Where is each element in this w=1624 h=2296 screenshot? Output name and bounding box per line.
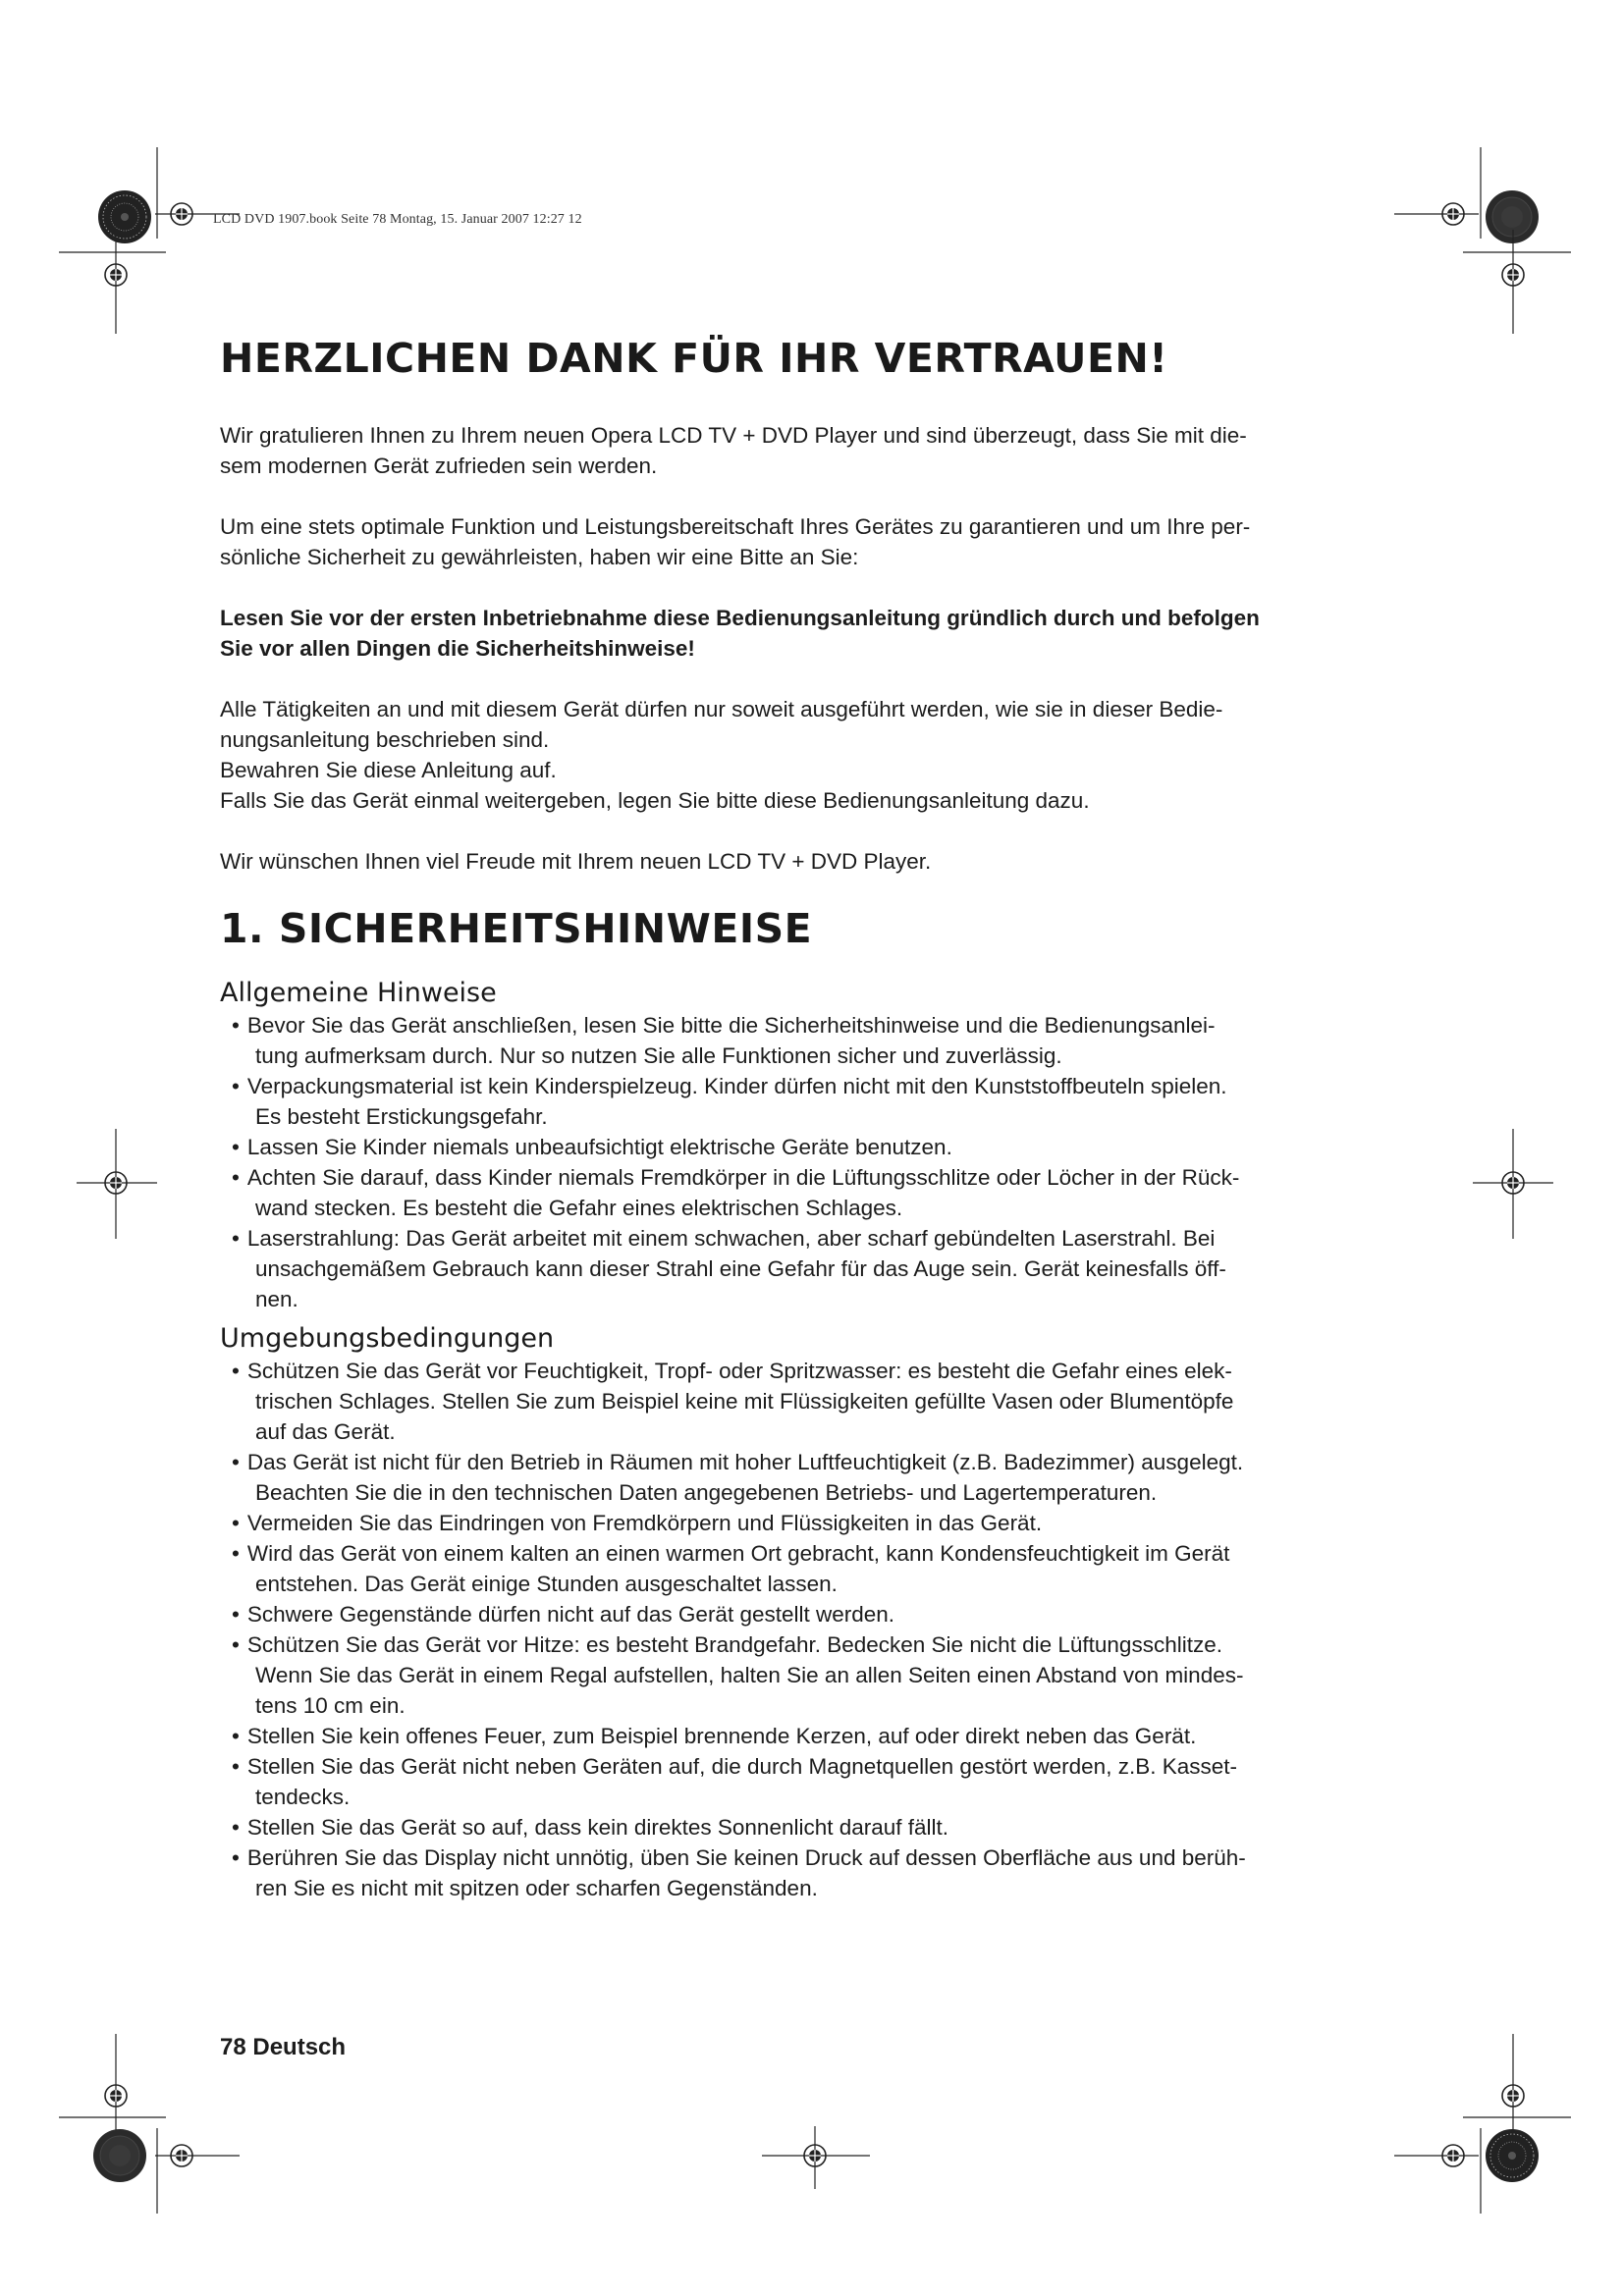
registration-mark-left-lower xyxy=(59,2034,166,2140)
registration-mark-top-right xyxy=(1394,147,1481,239)
list-item: • Vermeiden Sie das Eindringen von Fremdkörpern und Flüssigkeiten in das Gerät. xyxy=(220,1508,1359,1538)
subsection-heading-general: Allgemeine Hinweise xyxy=(220,978,497,1008)
text-line: sönliche Sicherheit zu gewährleisten, haben wir eine Bitte an Sie: xyxy=(220,545,859,569)
text-line: Lesen Sie vor der ersten Inbetriebnahme diese Bedienungsanleitung gründlich durch und befolgen xyxy=(220,606,1260,630)
environment-notes-list xyxy=(220,1356,1359,1903)
text-line: Um eine stets optimale Funktion und Leistungsbereitschaft Ihres Gerätes zu garantieren und um Ihre per- xyxy=(220,514,1251,539)
list-item: • Bevor Sie das Gerät anschließen, lesen Sie bitte die Sicherheitshinweise und die Bedienungsanlei- tung aufmerksam durch. Nur so nutzen Sie alle Funktionen sicher und zuverlässig. xyxy=(220,1010,1359,1071)
starburst-mark-bottom-right xyxy=(1486,2129,1539,2182)
page-content xyxy=(220,334,1359,1903)
list-item: • Berühren Sie das Display nicht unnötig, üben Sie keinen Druck auf dessen Oberfläche aus und berüh- ren Sie es nicht mit spitzen oder scharfen Gegenständen. xyxy=(220,1842,1359,1903)
intro-paragraph-2 xyxy=(220,511,1359,572)
intro-paragraph-bold xyxy=(220,603,1359,664)
general-notes-list xyxy=(220,1010,1359,1314)
list-item: • Lassen Sie Kinder niemals unbeaufsichtigt elektrische Geräte benutzen. xyxy=(220,1132,1359,1162)
text-line: sem modernen Gerät zufrieden sein werden. xyxy=(220,454,658,478)
text-line: Alle Tätigkeiten an und mit diesem Gerät dürfen nur soweit ausgeführt werden, wie sie in dieser Bedie- xyxy=(220,697,1223,721)
text-line: Wir gratulieren Ihnen zu Ihrem neuen Opera LCD TV + DVD Player und sind überzeugt, dass Sie mit die- xyxy=(220,423,1247,448)
registration-mark-right-lower xyxy=(1463,2034,1571,2140)
page-title: HERZLICHEN DANK FÜR IHR VERTRAUEN! xyxy=(220,335,1168,382)
registration-mark-bottom-right xyxy=(1394,2128,1481,2214)
registration-mark-left-middle xyxy=(77,1129,157,1239)
print-slug: LCD DVD 1907.book Seite 78 Montag, 15. Januar 2007 12:27 12 xyxy=(213,212,582,227)
list-item: • Das Gerät ist nicht für den Betrieb in Räumen mit hoher Luftfeuchtigkeit (z.B. Badezimmer) ausgelegt. Beachten Sie die in den technischen Daten angegebenen Betriebs- und Lagertemperaturen. xyxy=(220,1447,1359,1508)
registration-mark-bottom-left xyxy=(155,2128,240,2214)
list-item: • Schützen Sie das Gerät vor Feuchtigkeit, Tropf- oder Spritzwasser: es besteht die Gefahr eines elek- trischen Schlages. Stellen Sie zum Beispiel keine mit Flüssigkeiten gefüllte Vasen oder Blumentöpfe auf das Gerät. xyxy=(220,1356,1359,1447)
registration-mark-bottom-center xyxy=(762,2126,870,2189)
list-item: • Stellen Sie kein offenes Feuer, zum Beispiel brennende Kerzen, auf oder direkt neben das Gerät. xyxy=(220,1721,1359,1751)
registration-mark-left-upper xyxy=(59,230,166,334)
registration-mark-right-upper xyxy=(1463,230,1571,334)
registration-mark-right-middle xyxy=(1473,1129,1553,1239)
list-item: • Schwere Gegenstände dürfen nicht auf das Gerät gestellt werden. xyxy=(220,1599,1359,1629)
starburst-mark-top-left xyxy=(98,190,151,243)
list-item: • Stellen Sie das Gerät nicht neben Geräten auf, die durch Magnetquellen gestört werden, z.B. Kasset- tendecks. xyxy=(220,1751,1359,1812)
list-item: • Wird das Gerät von einem kalten an einen warmen Ort gebracht, kann Kondensfeuchtigkeit im Gerät entstehen. Das Gerät einige Stunden ausgeschaltet lassen. xyxy=(220,1538,1359,1599)
list-item: • Stellen Sie das Gerät so auf, dass kein direktes Sonnenlicht darauf fällt. xyxy=(220,1812,1359,1842)
text-line: Sie vor allen Dingen die Sicherheitshinweise! xyxy=(220,636,695,661)
text-line: Falls Sie das Gerät einmal weitergeben, legen Sie bitte diese Bedienungsanleitung dazu. xyxy=(220,788,1090,813)
list-item: • Achten Sie darauf, dass Kinder niemals Fremdkörper in die Lüftungsschlitze oder Löcher in der Rück- wand stecken. Es besteht die Gefahr eines elektrischen Schlages. xyxy=(220,1162,1359,1223)
subsection-heading-environment: Umgebungsbedingungen xyxy=(220,1323,555,1354)
intro-paragraph-1 xyxy=(220,420,1359,481)
page-footer: 78 Deutsch xyxy=(220,2034,347,2060)
intro-paragraph-4 xyxy=(220,694,1359,816)
list-item: • Schützen Sie das Gerät vor Hitze: es besteht Brandgefahr. Bedecken Sie nicht die Lüftungsschlitze. Wenn Sie das Gerät in einem Regal aufstellen, halten Sie an allen Seiten einen Abstand von mindes- tens 10 cm ein. xyxy=(220,1629,1359,1721)
text-line: nungsanleitung beschrieben sind. xyxy=(220,727,550,752)
intro-paragraph-5: Wir wünschen Ihnen viel Freude mit Ihrem neuen LCD TV + DVD Player. xyxy=(220,849,932,874)
disc-mark-top-right xyxy=(1486,190,1539,243)
list-item: • Laserstrahlung: Das Gerät arbeitet mit einem schwachen, aber scharf gebündelten Laserstrahl. Bei unsachgemäßem Gebrauch kann dieser Strahl eine Gefahr für das Auge sein. Gerät keinesfalls öff- nen. xyxy=(220,1223,1359,1314)
disc-mark-bottom-left xyxy=(93,2129,146,2182)
text-line: Bewahren Sie diese Anleitung auf. xyxy=(220,758,557,782)
list-item: • Verpackungsmaterial ist kein Kinderspielzeug. Kinder dürfen nicht mit den Kunststoffbeuteln spielen. Es besteht Erstickungsgefahr. xyxy=(220,1071,1359,1132)
section-title: 1. SICHERHEITSHINWEISE xyxy=(220,905,813,952)
